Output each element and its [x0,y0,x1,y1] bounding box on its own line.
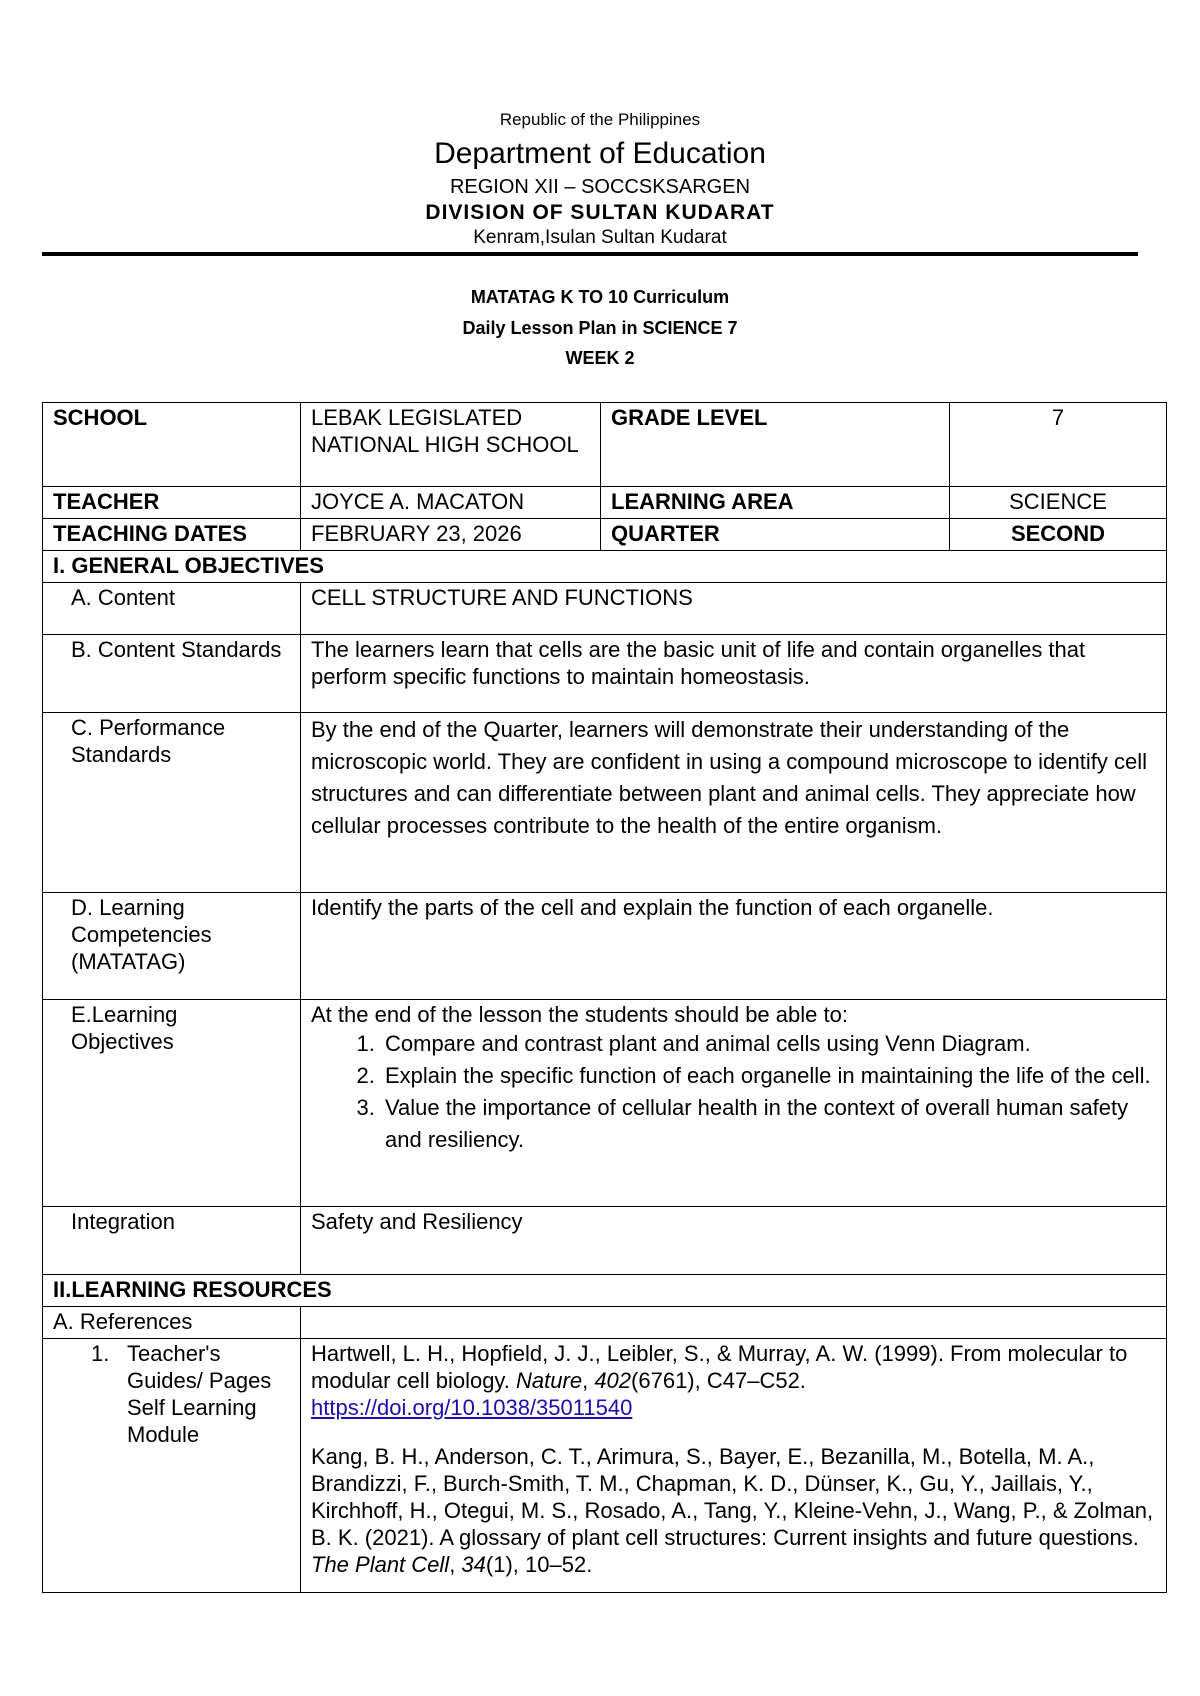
performance-standards-label: C. Performance Standards [43,713,301,893]
reference-2 [311,1443,1156,1578]
references-label: A. References [43,1307,301,1339]
lesson-plan-table [42,402,1167,1593]
learning-competencies-value: Identify the parts of the cell and explain the function of each organelle. [301,893,1167,1000]
table-row [43,519,1167,551]
table-row [43,893,1167,1000]
doi-link[interactable]: https://doi.org/10.1038/35011540 [311,1395,633,1420]
table-row [43,1275,1167,1307]
header-divider [42,252,1138,256]
reference-text: , [449,1552,462,1577]
learning-competencies-label: D. Learning Competencies (MATATAG) [43,893,301,1000]
header-location: Kenram,Isulan Sultan Kudarat [473,227,727,248]
table-row [43,635,1167,713]
list-item: 1. Compare and contrast plant and animal cells using Venn Diagram. [381,1028,1156,1060]
learning-area-label: LEARNING AREA [601,487,950,519]
table-row [43,583,1167,635]
quarter-label: QUARTER [601,519,950,551]
content-value: CELL STRUCTURE AND FUNCTIONS [301,583,1167,635]
school-value: LEBAK LEGISLATED NATIONAL HIGH SCHOOL [301,403,601,487]
journal-name: The Plant Cell [311,1552,450,1577]
reference-1 [311,1340,1156,1421]
journal-name: Nature [516,1368,583,1393]
general-objectives-heading: I. GENERAL OBJECTIVES [43,551,1167,583]
integration-value: Safety and Resiliency [301,1207,1167,1275]
header-republic: Republic of the Philippines [499,110,701,129]
list-item: 3. Value the importance of cellular health in the context of overall human safety and resiliency. [381,1092,1156,1156]
table-row [43,1207,1167,1275]
curriculum-title: MATATAG K TO 10 Curriculum [470,287,730,307]
references-cell [301,1339,1167,1593]
teachers-guide-number: 1. [91,1341,110,1366]
content-label: A. Content [43,583,301,635]
references-empty-cell [301,1307,1167,1339]
school-label: SCHOOL [43,403,301,487]
teachers-guide-label: Teacher's Guides/ Pages Self Learning Module [127,1341,272,1447]
learning-resources-heading: II.LEARNING RESOURCES [43,1275,1167,1307]
teaching-dates-label: TEACHING DATES [43,519,301,551]
integration-label: Integration [43,1207,301,1275]
teacher-value: JOYCE A. MACATON [301,487,601,519]
table-row [43,551,1167,583]
teaching-dates-value: FEBRUARY 23, 2026 [301,519,601,551]
table-row [43,713,1167,893]
reference-text: Kang, B. H., Anderson, C. T., Arimura, S., Bayer, E., Bezanilla, M., Botella, M. A., Brandizzi, F., Burch-Smith, T. M., Chapman, K. D., Dünser, K., Gu, Y., Jaillais, Y., Kirchhoff, H., Otegui, M. S., Rosado, A., Tang, Y., Kleine-Vehn, J., Wang, P., & Zolman, B. K. (2021). A glossary of plant cell structures: Current insights and future questions. [311,1444,1154,1550]
reference-text: , [582,1368,595,1393]
teacher-label: TEACHER [43,487,301,519]
teachers-guide-cell [43,1339,301,1593]
learning-area-value: SCIENCE [950,487,1167,519]
reference-text: (6761), C47–C52. [631,1368,806,1393]
reference-text: (1), 10–52. [485,1552,593,1577]
week-title: WEEK 2 [565,348,635,368]
table-row [43,487,1167,519]
grade-level-value: 7 [950,403,1167,487]
content-standards-label: B. Content Standards [43,635,301,713]
journal-volume: 402 [594,1368,632,1393]
reference-text: Hartwell, L. H., Hopfield, J. J., Leibler, S., & Murray, A. W. (1999). From molecular to modular cell biology. [311,1341,1128,1393]
header-department: Department of Education [434,137,766,170]
learning-objectives-intro: At the end of the lesson the students should be able to: [311,1002,848,1027]
list-item: 2. Explain the specific function of each organelle in maintaining the life of the cell. [381,1060,1156,1092]
performance-standards-value: By the end of the Quarter, learners will demonstrate their understanding of the microscopic world. They are confident in using a compound microscope to identify cell structures and can differentiate between plant and animal cells. They appreciate how cellular processes contribute to the health of the entire organism. [301,713,1167,893]
learning-objectives-cell [301,1000,1167,1207]
table-row [43,403,1167,487]
content-standards-value: The learners learn that cells are the basic unit of life and contain organelles that perform specific functions to maintain homeostasis. [301,635,1167,713]
table-row [43,1000,1167,1207]
grade-level-label: GRADE LEVEL [601,403,950,487]
quarter-value: SECOND [950,519,1167,551]
header-region: REGION XII – SOCCSKSARGEN [449,176,751,198]
table-row [43,1307,1167,1339]
learning-objectives-list [311,1028,1156,1156]
table-row [43,1339,1167,1593]
lesson-plan-title: Daily Lesson Plan in SCIENCE 7 [462,318,738,338]
learning-objectives-label: E.Learning Objectives [43,1000,301,1207]
journal-volume: 34 [461,1552,486,1577]
header-division: DIVISION OF SULTAN KUDARAT [425,201,775,224]
